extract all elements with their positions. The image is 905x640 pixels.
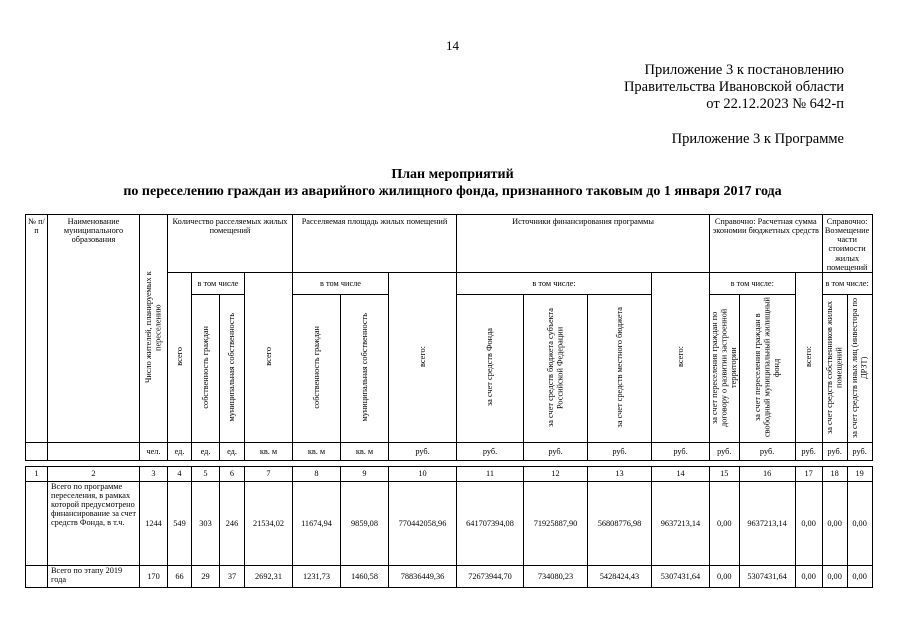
row-value: 1244: [140, 481, 168, 565]
column-numbers-row: [26, 466, 873, 481]
header-qty-citizens: собственность граждан: [192, 294, 220, 442]
unit-cell: кв. м: [245, 442, 293, 460]
header-refund-b: за счет средств иных лиц (инвестора по ДРЗТ): [847, 294, 872, 442]
row-value: 0,00: [710, 481, 740, 565]
col-number: 9: [341, 466, 389, 481]
header-savings-incl: в том числе:: [710, 272, 796, 294]
col-number: 19: [847, 466, 872, 481]
row-value: 1460,58: [341, 565, 389, 587]
header-refund-total: всего:: [795, 272, 822, 442]
header-finance-total: всего:: [389, 272, 457, 442]
row-value: 37: [220, 565, 245, 587]
appendix-program: Приложение 3 к Программе: [671, 131, 844, 147]
col-number: 14: [652, 466, 710, 481]
header-finance-group: Источники финансирования программы: [457, 215, 710, 273]
row-value: 11674,94: [293, 481, 341, 565]
col-number: 17: [795, 466, 822, 481]
row-name: Всего по программе переселения, в рамках которой предусмотрено финансирование за счет средств Фонда, в т.ч.: [48, 481, 140, 565]
unit-cell: ед.: [220, 442, 245, 460]
header-refund-group: Справочно: Возмещение части стоимости жилых помещений: [822, 215, 872, 273]
header-finance-incl: в том числе:: [457, 272, 652, 294]
header-qty-incl: в том числе: [192, 272, 245, 294]
col-number: 6: [220, 466, 245, 481]
col-number: 11: [457, 466, 524, 481]
col-number: 15: [710, 466, 740, 481]
col-number: 12: [524, 466, 588, 481]
header-local-budget: за счет средств местного бюджета: [588, 294, 652, 442]
col-number: 16: [739, 466, 795, 481]
row-value: 549: [168, 481, 192, 565]
row-value: 66: [168, 565, 192, 587]
header-qty-total: всего: [168, 272, 192, 442]
row-value: 0,00: [847, 481, 872, 565]
unit-cell: руб.: [739, 442, 795, 460]
row-no: [26, 565, 48, 587]
row-value: 9859,08: [341, 481, 389, 565]
header-area-incl: в том числе: [293, 272, 389, 294]
row-value: 9637213,14: [739, 481, 795, 565]
header-subject-budget: за счет средств бюджета субъекта Российской Федерации: [524, 294, 588, 442]
col-number: 1: [26, 466, 48, 481]
row-value: 2692,31: [245, 565, 293, 587]
unit-cell: руб.: [524, 442, 588, 460]
row-value: 56808776,98: [588, 481, 652, 565]
document-title: [0, 166, 905, 200]
header-refund-incl: в том числе:: [822, 272, 872, 294]
row-value: 0,00: [795, 481, 822, 565]
row-value: 0,00: [847, 565, 872, 587]
col-number: 18: [822, 466, 847, 481]
row-value: 71925887,90: [524, 481, 588, 565]
header-area-citizens: собственность граждан: [293, 294, 341, 442]
unit-cell: руб.: [847, 442, 872, 460]
row-value: 0,00: [795, 565, 822, 587]
table-row: [26, 481, 873, 565]
row-value: 72673944,70: [457, 565, 524, 587]
row-value: 29: [192, 565, 220, 587]
col-number: 7: [245, 466, 293, 481]
header-area-total: всего: [245, 272, 293, 442]
appendix-line: Приложение 3 к постановлению: [644, 62, 844, 78]
header-name: Наименование муниципального образования: [48, 215, 140, 443]
unit-cell: руб.: [822, 442, 847, 460]
unit-cell: руб.: [457, 442, 524, 460]
appendix-block: [624, 62, 844, 113]
row-value: 5307431,64: [739, 565, 795, 587]
header-no: № п/п: [26, 215, 48, 443]
row-value: 641707394,08: [457, 481, 524, 565]
col-number: 8: [293, 466, 341, 481]
row-value: 78836449,36: [389, 565, 457, 587]
page-number: 14: [446, 38, 459, 53]
unit-cell: руб.: [588, 442, 652, 460]
header-savings-a: за счет переселения граждан по договору о развитии застроенной территории: [710, 294, 740, 442]
unit-cell: кв. м: [341, 442, 389, 460]
unit-cell: руб.: [795, 442, 822, 460]
header-area-group: Расселяемая площадь жилых помещений: [293, 215, 457, 273]
units-row: [26, 442, 873, 460]
header-savings-total: всего:: [652, 272, 710, 442]
row-value: 770442058,96: [389, 481, 457, 565]
unit-cell: чел.: [140, 442, 168, 460]
unit-cell: кв. м: [293, 442, 341, 460]
row-value: 246: [220, 481, 245, 565]
header-area-municipal: муниципальная собственность: [341, 294, 389, 442]
title-line-2: по переселению граждан из аварийного жилищного фонда, признанного таковым до 1 января 2017 года: [123, 184, 782, 199]
col-number: 5: [192, 466, 220, 481]
col-number: 4: [168, 466, 192, 481]
row-value: 0,00: [710, 565, 740, 587]
row-value: 1231,73: [293, 565, 341, 587]
unit-cell: руб.: [652, 442, 710, 460]
appendix-line: от 22.12.2023 № 642-п: [706, 96, 844, 112]
row-value: 734080,23: [524, 565, 588, 587]
table-row: [26, 565, 873, 587]
header-savings-group: Справочно: Расчетная сумма экономии бюджетных средств: [710, 215, 823, 273]
col-number: 10: [389, 466, 457, 481]
header-fund: за счет средств Фонда: [457, 294, 524, 442]
header-savings-b: за счет переселения граждан в свободный муниципальный жилищный фонд: [739, 294, 795, 442]
header-qty-municipal: муниципальная собственность: [220, 294, 245, 442]
unit-cell: ед.: [168, 442, 192, 460]
row-value: 170: [140, 565, 168, 587]
col-number: 3: [140, 466, 168, 481]
row-value: 21534,02: [245, 481, 293, 565]
row-value: 9637213,14: [652, 481, 710, 565]
row-value: 5428424,43: [588, 565, 652, 587]
row-no: [26, 481, 48, 565]
row-value: 0,00: [822, 481, 847, 565]
header-refund-a: за счет средств собственников жилых помещений: [822, 294, 847, 442]
col-number: 13: [588, 466, 652, 481]
header-qty-group: Количество расселяемых жилых помещений: [168, 215, 293, 273]
col-number: 2: [48, 466, 140, 481]
title-line-1: План мероприятий: [391, 167, 514, 182]
unit-cell: руб.: [710, 442, 740, 460]
row-value: 303: [192, 481, 220, 565]
unit-cell: ед.: [192, 442, 220, 460]
row-value: 0,00: [822, 565, 847, 587]
row-value: 5307431,64: [652, 565, 710, 587]
appendix-line: Правительства Ивановской области: [623, 79, 844, 95]
header-residents: Число жителей, планируемых к переселению: [140, 215, 168, 443]
row-name: Всего по этапу 2019 года: [48, 565, 140, 587]
measures-table: [25, 214, 873, 588]
unit-cell: руб.: [389, 442, 457, 460]
